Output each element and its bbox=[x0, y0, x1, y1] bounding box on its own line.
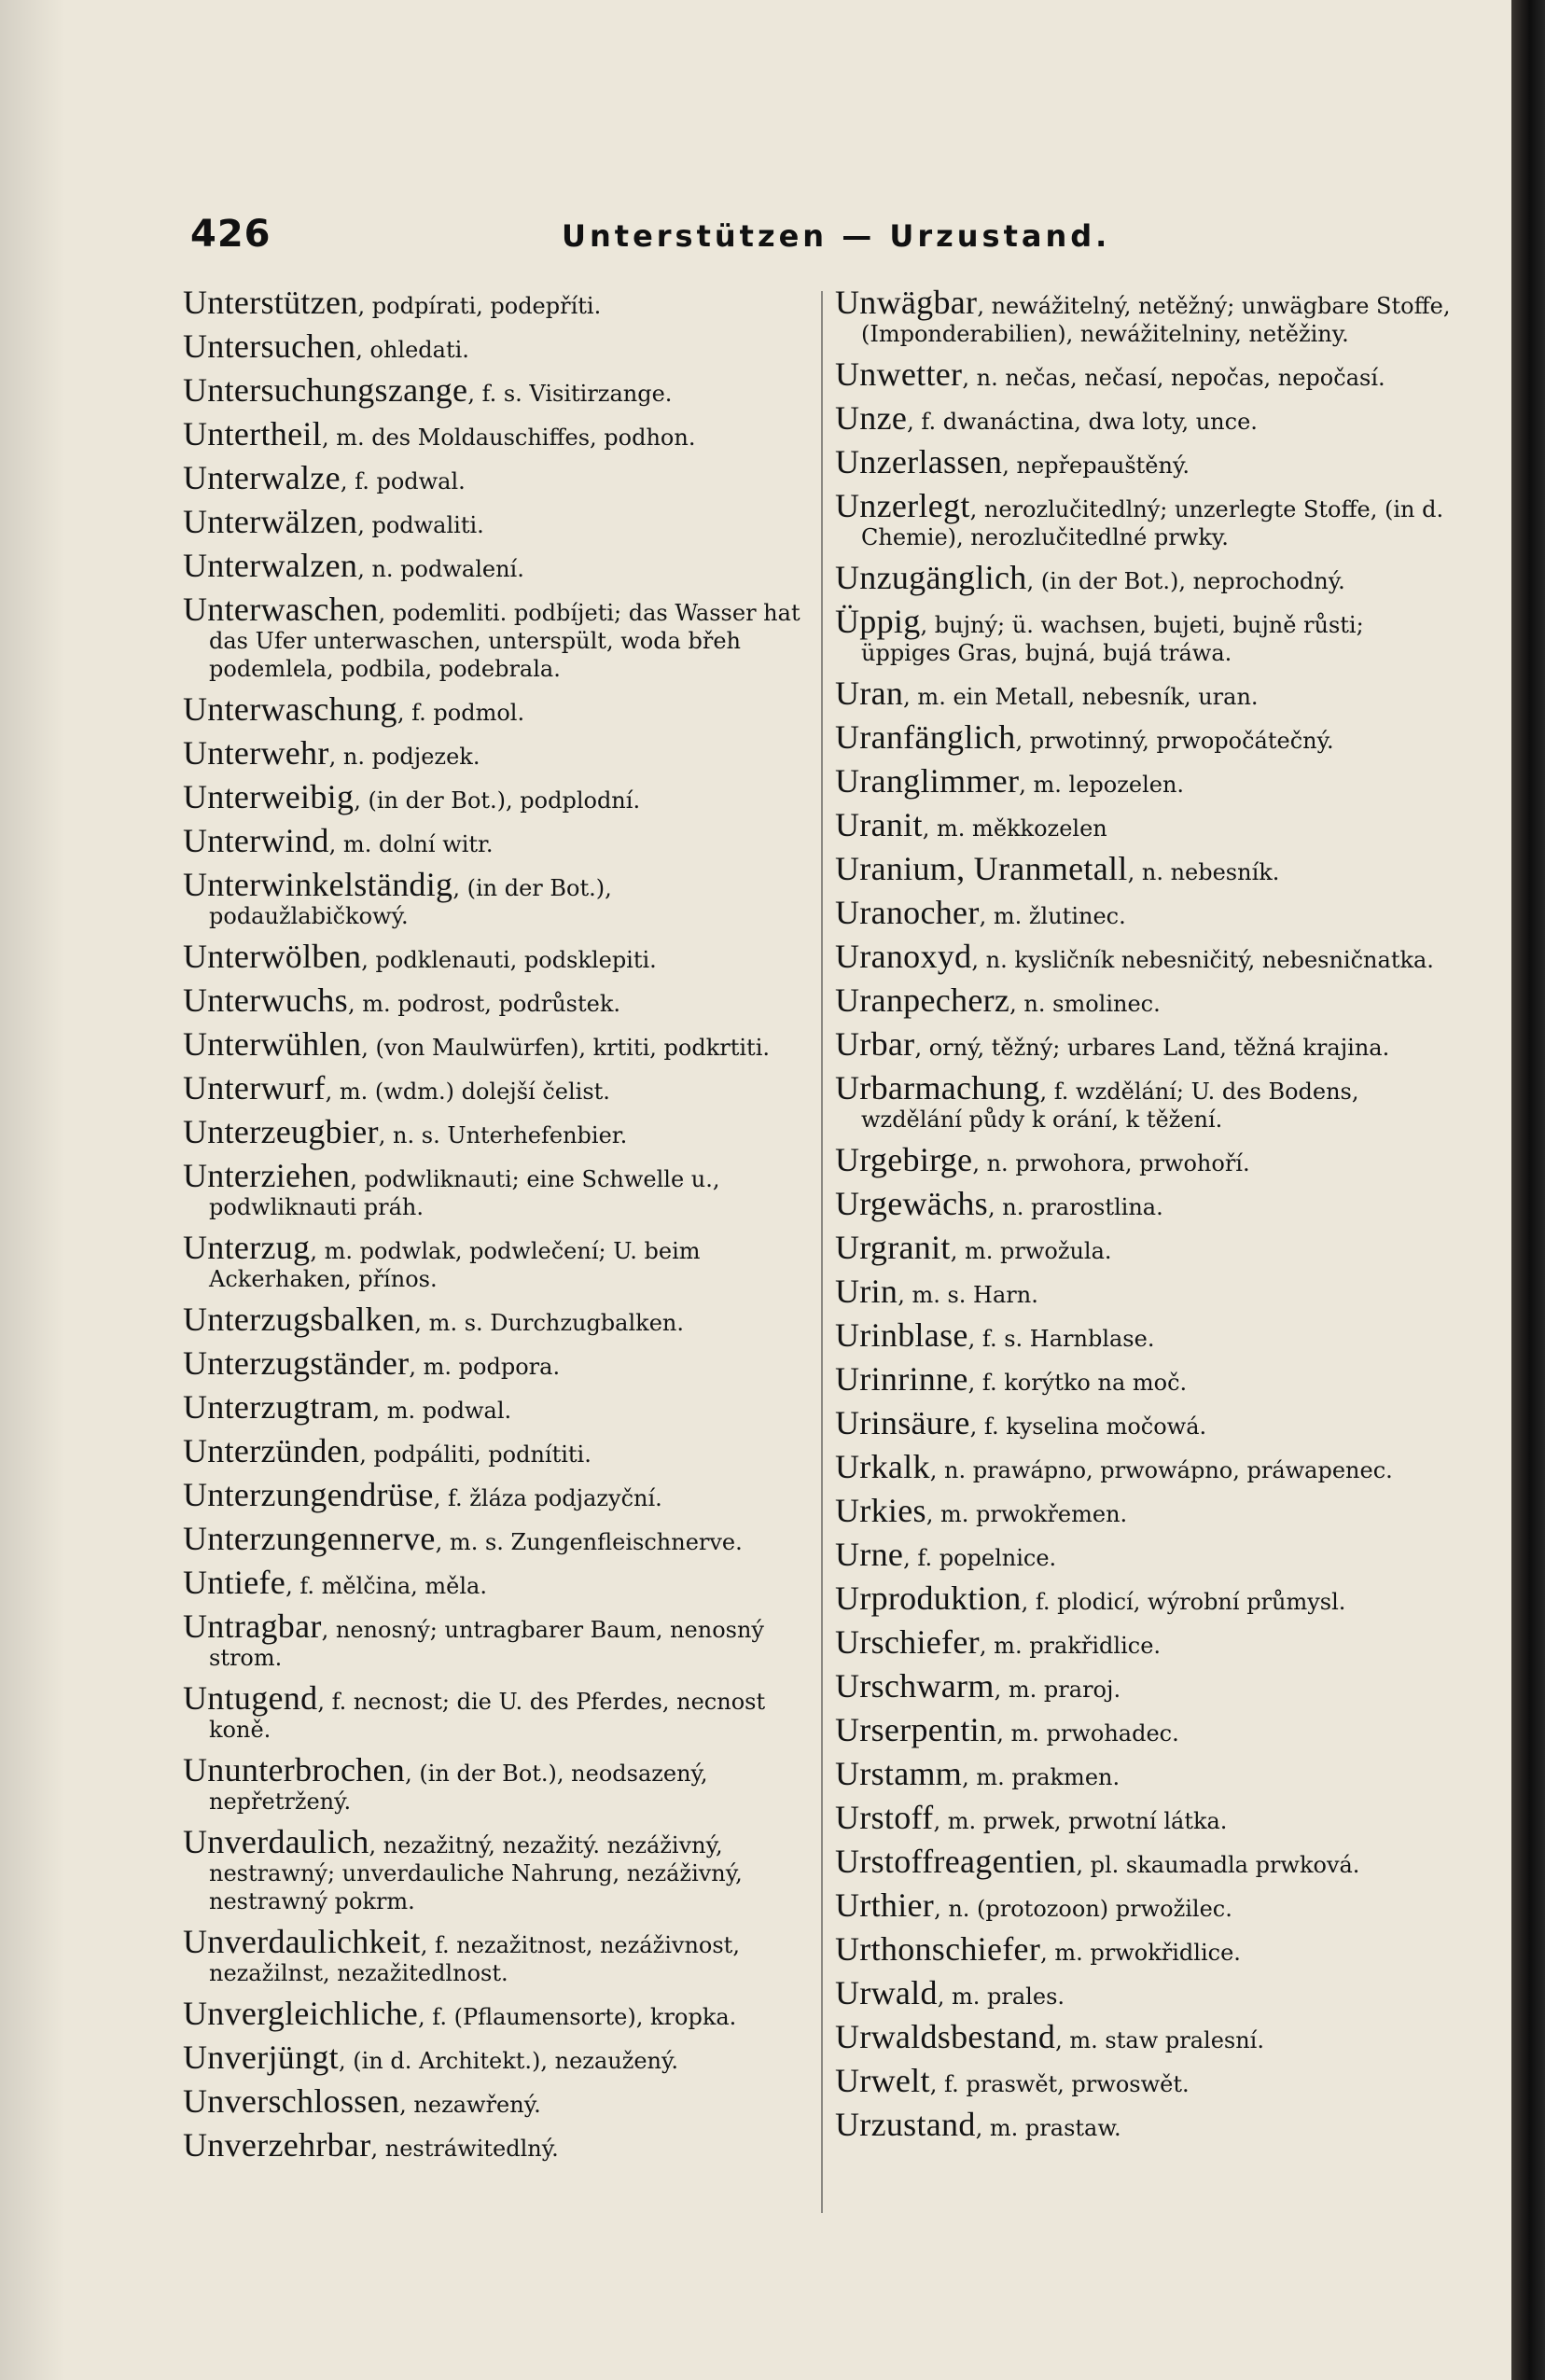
entry-definition: , m. prakmen. bbox=[962, 1764, 1120, 1790]
entry-definition: , podemliti. podbíjeti; das Wasser hat das Ufer unterwaschen, unterspült, woda břeh podemlela, podbila, podebrala. bbox=[209, 600, 800, 682]
entry-definition: , f. podwal. bbox=[340, 468, 466, 494]
dictionary-entry bbox=[183, 1476, 804, 1513]
entry-headword: Uranglimmer bbox=[835, 762, 1020, 800]
entry-definition: , f. praswět, prwoswět. bbox=[929, 2071, 1190, 2097]
entry-headword: Urgewächs bbox=[835, 1185, 988, 1222]
entry-definition: , podpírati, podepříti. bbox=[357, 293, 602, 319]
entry-definition: , m. prastaw. bbox=[975, 2115, 1121, 2141]
page-header bbox=[179, 213, 1457, 261]
entry-headword: Urgebirge bbox=[835, 1141, 973, 1178]
dictionary-entry bbox=[183, 1564, 804, 1601]
entry-headword: Unterwälzen bbox=[183, 503, 358, 540]
entry-definition: , m. prales. bbox=[937, 1983, 1065, 2010]
entry-definition: , f. dwanáctina, dwa loty, unce. bbox=[907, 409, 1258, 435]
entry-definition: , m. podpora. bbox=[409, 1354, 561, 1380]
entry-definition: , f. necnost; die U. des Pferdes, necnost koně. bbox=[209, 1689, 766, 1743]
entry-headword: Uranoxyd bbox=[835, 938, 972, 975]
dictionary-entry bbox=[183, 415, 804, 452]
dictionary-entry bbox=[183, 1301, 804, 1338]
entry-headword: Urin bbox=[835, 1273, 898, 1310]
dictionary-entry bbox=[835, 2106, 1460, 2143]
entry-headword: Urbarmachung bbox=[835, 1069, 1040, 1106]
dictionary-entry bbox=[183, 1025, 804, 1063]
entry-headword: Unzerlassen bbox=[835, 443, 1003, 480]
dictionary-entry bbox=[183, 1113, 804, 1150]
dictionary-entry bbox=[835, 284, 1460, 348]
entry-definition: , nerozlučitedlný; unzerlegte Stoffe, (in d. Chemie), nerozlučitedlné prwky. bbox=[861, 496, 1444, 550]
entry-definition: , n. s. Unterhefenbier. bbox=[378, 1122, 628, 1148]
entry-headword: Unterzugsbalken bbox=[183, 1301, 415, 1338]
entry-definition: , n. nečas, nečasí, nepočas, nepočasí. bbox=[962, 365, 1385, 391]
page-number: 426 bbox=[190, 213, 271, 256]
entry-definition: , f. mělčina, měla. bbox=[285, 1573, 487, 1599]
entry-definition: , bujný; ü. wachsen, bujeti, bujně růsti; üppiges Gras, bujná, bujá tráwa. bbox=[861, 612, 1364, 666]
dictionary-entry bbox=[835, 1755, 1460, 1792]
dictionary-entry bbox=[835, 1141, 1460, 1178]
entry-definition: , f. popelnice. bbox=[903, 1545, 1057, 1571]
entry-definition: , n. kysličník nebesničitý, nebesničnatka. bbox=[971, 947, 1434, 973]
entry-headword: Unterzug bbox=[183, 1229, 311, 1266]
entry-definition: , podwaliti. bbox=[357, 512, 484, 538]
entry-headword: Urstoffreagentien bbox=[835, 1843, 1077, 1880]
dictionary-entry bbox=[835, 399, 1460, 437]
dictionary-entry bbox=[835, 938, 1460, 975]
entry-definition: , n. podjezek. bbox=[328, 744, 480, 770]
entry-headword: Unterwehr bbox=[183, 734, 329, 772]
entry-headword: Unterzugständer bbox=[183, 1344, 410, 1382]
dictionary-entry bbox=[183, 1157, 804, 1221]
entry-headword: Urbar bbox=[835, 1025, 915, 1063]
dictionary-entry bbox=[183, 591, 804, 683]
dictionary-entry bbox=[183, 2039, 804, 2076]
entry-definition: , (in der Bot.), neprochodný. bbox=[1026, 568, 1345, 594]
entry-headword: Urthier bbox=[835, 1886, 935, 1924]
dictionary-entry bbox=[835, 1843, 1460, 1880]
entry-definition: , m. staw pralesní. bbox=[1055, 2027, 1264, 2053]
dictionary-entry bbox=[835, 850, 1460, 887]
entry-headword: Unterwalze bbox=[183, 459, 341, 496]
entry-definition: , podklenauti, podsklepiti. bbox=[361, 947, 657, 973]
entry-definition: , nezažitný, nezažitý. nezáživný, nestrawný; unverdauliche Nahrung, nezáživný, nestrawný pokrm. bbox=[209, 1832, 743, 1914]
dictionary-entry bbox=[183, 1520, 804, 1557]
entry-definition: , (in der Bot.), podaužlabičkowý. bbox=[209, 875, 612, 929]
entry-headword: Urinrinne bbox=[835, 1360, 968, 1398]
entry-definition: , m. prwokřidlice. bbox=[1040, 1940, 1241, 1966]
entry-headword: Unterzugtram bbox=[183, 1388, 373, 1426]
entry-definition: , m. lepozelen. bbox=[1019, 772, 1185, 798]
entry-definition: , ohledati. bbox=[355, 337, 469, 363]
entry-definition: , n. (protozoon) prwožilec. bbox=[934, 1896, 1232, 1922]
entry-headword: Unze bbox=[835, 399, 908, 437]
entry-definition: , n. prwohora, prwohoří. bbox=[972, 1150, 1250, 1176]
dictionary-entry bbox=[183, 1432, 804, 1469]
entry-headword: Üppig bbox=[835, 603, 921, 640]
dictionary-entry bbox=[835, 762, 1460, 800]
entry-definition: , f. (Pflaumensorte), kropka. bbox=[418, 2004, 737, 2030]
entry-headword: Uranfänglich bbox=[835, 718, 1016, 756]
dictionary-entry bbox=[835, 1711, 1460, 1748]
dictionary-entry bbox=[183, 981, 804, 1019]
entry-headword: Urne bbox=[835, 1536, 904, 1573]
entry-headword: Urinsäure bbox=[835, 1404, 970, 1441]
entry-definition: , (in der Bot.), neodsazený, nepřetržený. bbox=[209, 1761, 708, 1815]
entry-headword: Uranium, Uranmetall bbox=[835, 850, 1128, 887]
entry-definition: , nepřepauštěný. bbox=[1002, 452, 1190, 479]
entry-definition: , m. prakřidlice. bbox=[979, 1633, 1162, 1659]
dictionary-entry bbox=[835, 1974, 1460, 2011]
entry-headword: Unterstützen bbox=[183, 284, 358, 321]
dictionary-entry bbox=[183, 2126, 804, 2164]
dictionary-entry bbox=[183, 327, 804, 365]
dictionary-entry bbox=[835, 1492, 1460, 1529]
dictionary-entry bbox=[835, 675, 1460, 712]
dictionary-entry bbox=[183, 1344, 804, 1382]
entry-definition: , newážitelný, netěžný; unwägbare Stoffe, (Imponderabilien), newážitelniny, netěžiny. bbox=[861, 293, 1451, 347]
entry-headword: Untragbar bbox=[183, 1608, 322, 1645]
dictionary-entry bbox=[835, 1623, 1460, 1661]
entry-headword: Untugend bbox=[183, 1679, 318, 1717]
entry-definition: , m. měkkozelen bbox=[922, 815, 1107, 842]
dictionary-entry bbox=[183, 371, 804, 409]
entry-headword: Uranit bbox=[835, 806, 923, 843]
entry-definition: , n. podwalení. bbox=[357, 556, 524, 582]
entry-headword: Unterwind bbox=[183, 822, 329, 859]
entry-headword: Unterwinkelständig bbox=[183, 866, 453, 903]
entry-headword: Unterziehen bbox=[183, 1157, 351, 1194]
entry-definition: , (in d. Architekt.), nezaužený. bbox=[338, 2048, 679, 2074]
entry-headword: Urwelt bbox=[835, 2062, 930, 2099]
dictionary-entry bbox=[183, 2082, 804, 2120]
dictionary-entry bbox=[183, 1679, 804, 1744]
entry-headword: Urkies bbox=[835, 1492, 926, 1529]
entry-definition: , orný, těžný; urbares Land, těžná krajina. bbox=[914, 1035, 1390, 1061]
entry-headword: Unverjüngt bbox=[183, 2039, 339, 2076]
dictionary-entry bbox=[183, 1388, 804, 1426]
entry-headword: Ununterbrochen bbox=[183, 1751, 406, 1788]
dictionary-entry bbox=[835, 1273, 1460, 1310]
entry-definition: , f. nezažitnost, nezáživnost, nezažilnst, nezažitedlnost. bbox=[209, 1932, 740, 1986]
dictionary-entry bbox=[183, 1751, 804, 1816]
dictionary-entry bbox=[183, 690, 804, 728]
entry-headword: Unterzünden bbox=[183, 1432, 360, 1469]
dictionary-entry bbox=[183, 734, 804, 772]
entry-headword: Unwetter bbox=[835, 355, 963, 393]
dictionary-entry bbox=[835, 2018, 1460, 2055]
entry-definition: , podwliknauti; eine Schwelle u., podwliknauti práh. bbox=[209, 1166, 720, 1220]
entry-definition: , m. prwokřemen. bbox=[926, 1501, 1128, 1527]
dictionary-entry bbox=[183, 503, 804, 540]
dictionary-entry bbox=[183, 938, 804, 975]
dictionary-entry bbox=[835, 1536, 1460, 1573]
entry-definition: , f. wzdělání; U. des Bodens, wzdělání půdy k orání, k těžení. bbox=[861, 1079, 1359, 1133]
entry-headword: Unterwaschen bbox=[183, 591, 379, 628]
dictionary-entry bbox=[835, 603, 1460, 667]
entry-headword: Urschiefer bbox=[835, 1623, 980, 1661]
dictionary-entry bbox=[183, 822, 804, 859]
entry-headword: Urkalk bbox=[835, 1448, 930, 1485]
entry-headword: Unterwalzen bbox=[183, 547, 358, 584]
entry-headword: Unterwurf bbox=[183, 1069, 326, 1106]
dictionary-entry bbox=[183, 866, 804, 930]
dictionary-entry bbox=[835, 443, 1460, 480]
entry-definition: , pl. skaumadla prwková. bbox=[1076, 1852, 1360, 1878]
entry-headword: Unvergleichliche bbox=[183, 1995, 419, 2032]
dictionary-entry bbox=[183, 1229, 804, 1293]
entry-headword: Urthonschiefer bbox=[835, 1930, 1041, 1968]
dictionary-entry bbox=[183, 778, 804, 815]
entry-headword: Untertheil bbox=[183, 415, 322, 452]
entry-headword: Urinblase bbox=[835, 1316, 968, 1354]
entry-definition: , m. s. Harn. bbox=[898, 1282, 1038, 1308]
dictionary-entry bbox=[183, 547, 804, 584]
dictionary-entry bbox=[835, 1360, 1460, 1398]
entry-headword: Urstoff bbox=[835, 1799, 934, 1836]
entry-definition: , m. žlutinec. bbox=[979, 903, 1126, 929]
entry-definition: , nestráwitedlný. bbox=[370, 2136, 559, 2162]
dictionary-entry bbox=[835, 1667, 1460, 1705]
entry-headword: Urwald bbox=[835, 1974, 938, 2011]
left-column bbox=[183, 284, 804, 2176]
entry-definition: , m. (wdm.) dolejší čelist. bbox=[325, 1079, 610, 1105]
book-binding bbox=[1511, 0, 1545, 2380]
entry-headword: Unterwaschung bbox=[183, 690, 397, 728]
dictionary-entry bbox=[835, 1025, 1460, 1063]
dictionary-entry bbox=[183, 1069, 804, 1106]
entry-headword: Uranpecherz bbox=[835, 981, 1010, 1019]
dictionary-entry bbox=[183, 1823, 804, 1915]
entry-headword: Untiefe bbox=[183, 1564, 286, 1601]
dictionary-entry bbox=[835, 1930, 1460, 1968]
entry-headword: Unterwölben bbox=[183, 938, 362, 975]
dictionary-entry bbox=[835, 2062, 1460, 2099]
entry-definition: , prwotinný, prwopočátečný. bbox=[1015, 728, 1334, 754]
entry-definition: , f. s. Harnblase. bbox=[967, 1326, 1155, 1352]
entry-headword: Urschwarm bbox=[835, 1667, 995, 1705]
entry-definition: , m. s. Durchzugbalken. bbox=[414, 1310, 684, 1336]
dictionary-entry bbox=[835, 1799, 1460, 1836]
entry-headword: Unverdaulich bbox=[183, 1823, 369, 1860]
dictionary-entry bbox=[835, 1316, 1460, 1354]
entry-headword: Unverzehrbar bbox=[183, 2126, 371, 2164]
entry-definition: , (von Maulwürfen), krtiti, podkrtiti. bbox=[361, 1035, 770, 1061]
entry-headword: Uran bbox=[835, 675, 904, 712]
entry-headword: Unterwühlen bbox=[183, 1025, 362, 1063]
entry-headword: Unterzungendrüse bbox=[183, 1476, 434, 1513]
entry-definition: , f. s. Visitirzange. bbox=[467, 381, 673, 407]
entry-definition: , f. plodicí, wýrobní průmysl. bbox=[1021, 1589, 1346, 1615]
dictionary-entry bbox=[835, 355, 1460, 393]
entry-headword: Unwägbar bbox=[835, 284, 978, 321]
dictionary-entry bbox=[183, 1923, 804, 1987]
entry-headword: Unterzeugbier bbox=[183, 1113, 379, 1150]
entry-headword: Unzerlegt bbox=[835, 487, 970, 524]
entry-definition: , m. podwlak, podwlečení; U. beim Ackerhaken, přínos. bbox=[209, 1238, 701, 1292]
entry-definition: , n. nebesník. bbox=[1127, 859, 1280, 885]
entry-headword: Unterzungennerve bbox=[183, 1520, 436, 1557]
right-column bbox=[835, 284, 1460, 2155]
dictionary-entry bbox=[835, 1229, 1460, 1266]
dictionary-entry bbox=[835, 1069, 1460, 1134]
entry-definition: , nenosný; untragbarer Baum, nenosný strom. bbox=[209, 1617, 764, 1671]
entry-definition: , m. prwohadec. bbox=[996, 1720, 1179, 1747]
entry-headword: Urproduktion bbox=[835, 1580, 1022, 1617]
entry-definition: , m. podwal. bbox=[372, 1398, 512, 1424]
entry-definition: , m. s. Zungenfleischnerve. bbox=[435, 1529, 743, 1555]
entry-definition: , f. kyselina močowá. bbox=[969, 1413, 1207, 1440]
entry-definition: , n. prawápno, prwowápno, práwapenec. bbox=[929, 1457, 1393, 1483]
entry-headword: Urzustand bbox=[835, 2106, 976, 2143]
entry-headword: Unzugänglich bbox=[835, 559, 1027, 596]
dictionary-entry bbox=[183, 284, 804, 321]
entry-headword: Unverdaulichkeit bbox=[183, 1923, 421, 1960]
entry-headword: Unterwuchs bbox=[183, 981, 348, 1019]
entry-headword: Urgranit bbox=[835, 1229, 951, 1266]
entry-definition: , m. des Moldauschiffes, podhon. bbox=[321, 425, 696, 451]
entry-definition: , n. smolinec. bbox=[1009, 991, 1161, 1017]
running-head: Unterstützen — Urzustand. bbox=[562, 218, 1111, 254]
dictionary-entry bbox=[835, 487, 1460, 551]
dictionary-entry bbox=[835, 894, 1460, 931]
entry-headword: Urstamm bbox=[835, 1755, 963, 1792]
entry-headword: Uranocher bbox=[835, 894, 980, 931]
dictionary-entry bbox=[835, 806, 1460, 843]
entry-headword: Untersuchen bbox=[183, 327, 356, 365]
dictionary-entry bbox=[835, 559, 1460, 596]
entry-definition: , f. korýtko na moč. bbox=[967, 1370, 1188, 1396]
entry-definition: , m. podrost, podrůstek. bbox=[347, 991, 620, 1017]
entry-definition: , nezawřený. bbox=[399, 2092, 541, 2118]
column-divider bbox=[821, 291, 823, 2213]
entry-headword: Urwaldsbestand bbox=[835, 2018, 1056, 2055]
dictionary-entry bbox=[835, 1404, 1460, 1441]
dictionary-entry bbox=[835, 1448, 1460, 1485]
entry-definition: , podpáliti, podnítiti. bbox=[359, 1441, 592, 1468]
dictionary-entry bbox=[183, 459, 804, 496]
entry-definition: , m. dolní witr. bbox=[328, 831, 494, 857]
entry-definition: , m. ein Metall, nebesník, uran. bbox=[903, 684, 1259, 710]
entry-headword: Unterweibig bbox=[183, 778, 355, 815]
dictionary-entry bbox=[183, 1995, 804, 2032]
dictionary-entry bbox=[835, 1580, 1460, 1617]
entry-definition: , m. praroj. bbox=[994, 1677, 1121, 1703]
entry-definition: , f. podmol. bbox=[397, 700, 525, 726]
entry-definition: , f. žláza podjazyční. bbox=[433, 1485, 662, 1511]
entry-definition: , m. prwek, prwotní látka. bbox=[933, 1808, 1228, 1834]
entry-headword: Unverschlossen bbox=[183, 2082, 400, 2120]
entry-definition: , n. prarostlina. bbox=[987, 1194, 1163, 1220]
entry-definition: , m. prwožula. bbox=[950, 1238, 1112, 1264]
entry-headword: Untersuchungszange bbox=[183, 371, 468, 409]
dictionary-entry bbox=[183, 1608, 804, 1672]
entry-headword: Urserpentin bbox=[835, 1711, 997, 1748]
dictionary-entry bbox=[835, 1886, 1460, 1924]
entry-definition: , (in der Bot.), podplodní. bbox=[354, 787, 641, 814]
dictionary-entry bbox=[835, 718, 1460, 756]
dictionary-entry bbox=[835, 1185, 1460, 1222]
dictionary-entry bbox=[835, 981, 1460, 1019]
